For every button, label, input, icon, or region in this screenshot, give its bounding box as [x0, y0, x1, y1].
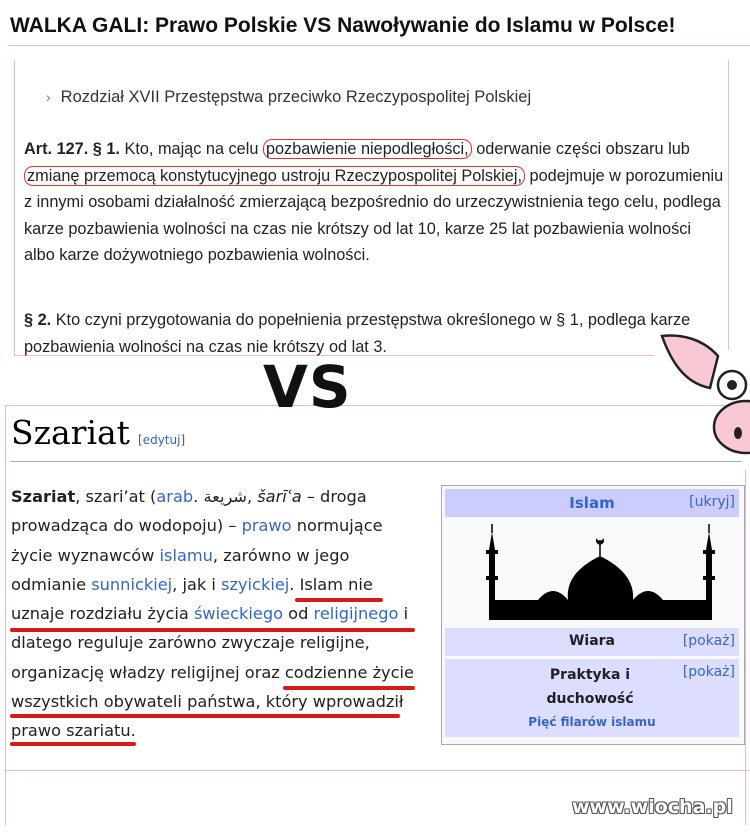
text: , zarówno w jego odmianie [11, 545, 350, 594]
edit-link-wrapper [138, 433, 185, 447]
edit-link[interactable]: edytuj [142, 433, 181, 447]
bracket: ] [180, 433, 186, 447]
row-label: Wiara [568, 633, 616, 649]
chevron-right-icon: › [46, 89, 51, 105]
hide-toggle[interactable]: [ukryj] [689, 494, 735, 510]
link-prawo[interactable]: prawo [241, 516, 292, 536]
red-underline [10, 714, 400, 718]
page-title: Szariat [11, 413, 130, 452]
show-toggle[interactable]: [pokaż] [682, 664, 735, 680]
bracket: [ [138, 433, 143, 447]
pillars-link[interactable]: Pięć filarów islamu [528, 715, 656, 729]
red-underline [283, 686, 415, 690]
infobox-row-wiara [445, 628, 739, 656]
frame-line [5, 405, 750, 406]
article-text: podejmuje w porozumieniu z innymi osobami działalność zmierzającą bezpośrednio do urzeczywistnienia tego celu, podlega karze pozbawienia wolności na czas nie krótszy od lat 10, karze 25 lat pozbawienia wolności albo karze dożywotniego pozbawienia wolności. [24, 166, 724, 264]
chapter-breadcrumb[interactable] [46, 88, 531, 107]
term-bold: Szariat [11, 487, 76, 506]
text: , jak i [172, 574, 222, 594]
frame-line [745, 470, 746, 825]
text: – droga prowadząca do wodopoju) – [11, 487, 367, 536]
link-arab[interactable]: arab [156, 487, 194, 506]
article-heading: Art. 127. § 1. [24, 140, 120, 158]
text: i dlatego reguluje zarówno zwyczaje religijne, organizację władzy religijnej oraz codzienne życie wszystkich obywateli państwa, który wprowadził prawo szariatu. [11, 604, 414, 741]
frame-line [14, 60, 15, 355]
paragraph-text: Kto czyni przygotowania do popełnienia przestępstwa określonego w § 1, podlega karze pozbawienia wolności na czas nie krótszy od lat 3. [24, 311, 691, 356]
paragraph-heading: § 2. [24, 311, 52, 329]
frame-line [728, 60, 729, 350]
pig-snout-icon [712, 398, 750, 456]
red-underline [295, 598, 383, 602]
link-islamu[interactable]: islamu [159, 545, 213, 565]
watermark: www.wiocha.pl [572, 796, 733, 818]
frame-line [5, 770, 750, 771]
infobox-row-praktyka [445, 659, 739, 737]
text: normujące życie wyznawców [11, 516, 383, 565]
article-text: oderwanie części obszaru lub [471, 140, 690, 158]
arabic-term: شريعة [203, 487, 247, 506]
text: . [193, 487, 204, 506]
highlight-circle-independence: pozbawienie niepodległości, [263, 139, 472, 159]
header-title: WALKA GALI: Prawo Polskie VS Nawoływanie do Islamu w Polsce! [10, 14, 676, 37]
article-paragraph [11, 482, 421, 746]
heading-divider [11, 461, 741, 462]
red-underline [10, 628, 415, 632]
vs-label: VS [263, 353, 352, 421]
infobox [441, 485, 745, 745]
link-religijnego[interactable]: religijnego [313, 604, 399, 624]
text: od [283, 604, 314, 624]
mosque-icon [483, 520, 718, 620]
transliteration: šarīʿa [257, 487, 302, 506]
link-swieckiego[interactable]: świeckiego [193, 604, 284, 624]
article-text: Kto, mając na celu [119, 140, 263, 158]
row-label: Praktyka i duchowość [546, 667, 634, 707]
frame-line [5, 405, 6, 825]
text: , [246, 487, 258, 506]
text: , szari’at ( [75, 487, 157, 506]
chapter-label: Rozdział XVII Przestępstwa przeciwko Rzeczypospolitej Polskiej [60, 88, 532, 106]
highlight-circle-constitution: zmianę przemocą konstytucyjnego ustroju Rzeczypospolitej Polskiej, [24, 166, 525, 186]
article-127 [24, 136, 724, 269]
infobox-header [445, 489, 739, 517]
link-sunnickiej[interactable]: sunnickiej [91, 574, 173, 594]
infobox-title[interactable]: Islam [569, 494, 615, 512]
show-toggle[interactable]: [pokaż] [682, 633, 735, 649]
link-szyickiej[interactable]: szyickiej [221, 574, 290, 594]
pig-ear-icon [660, 330, 720, 392]
frame-line [8, 45, 750, 46]
red-underline [10, 742, 136, 746]
text: . Islam nie uznaje rozdziału życia [11, 574, 373, 624]
article-127-par-2 [24, 307, 724, 360]
